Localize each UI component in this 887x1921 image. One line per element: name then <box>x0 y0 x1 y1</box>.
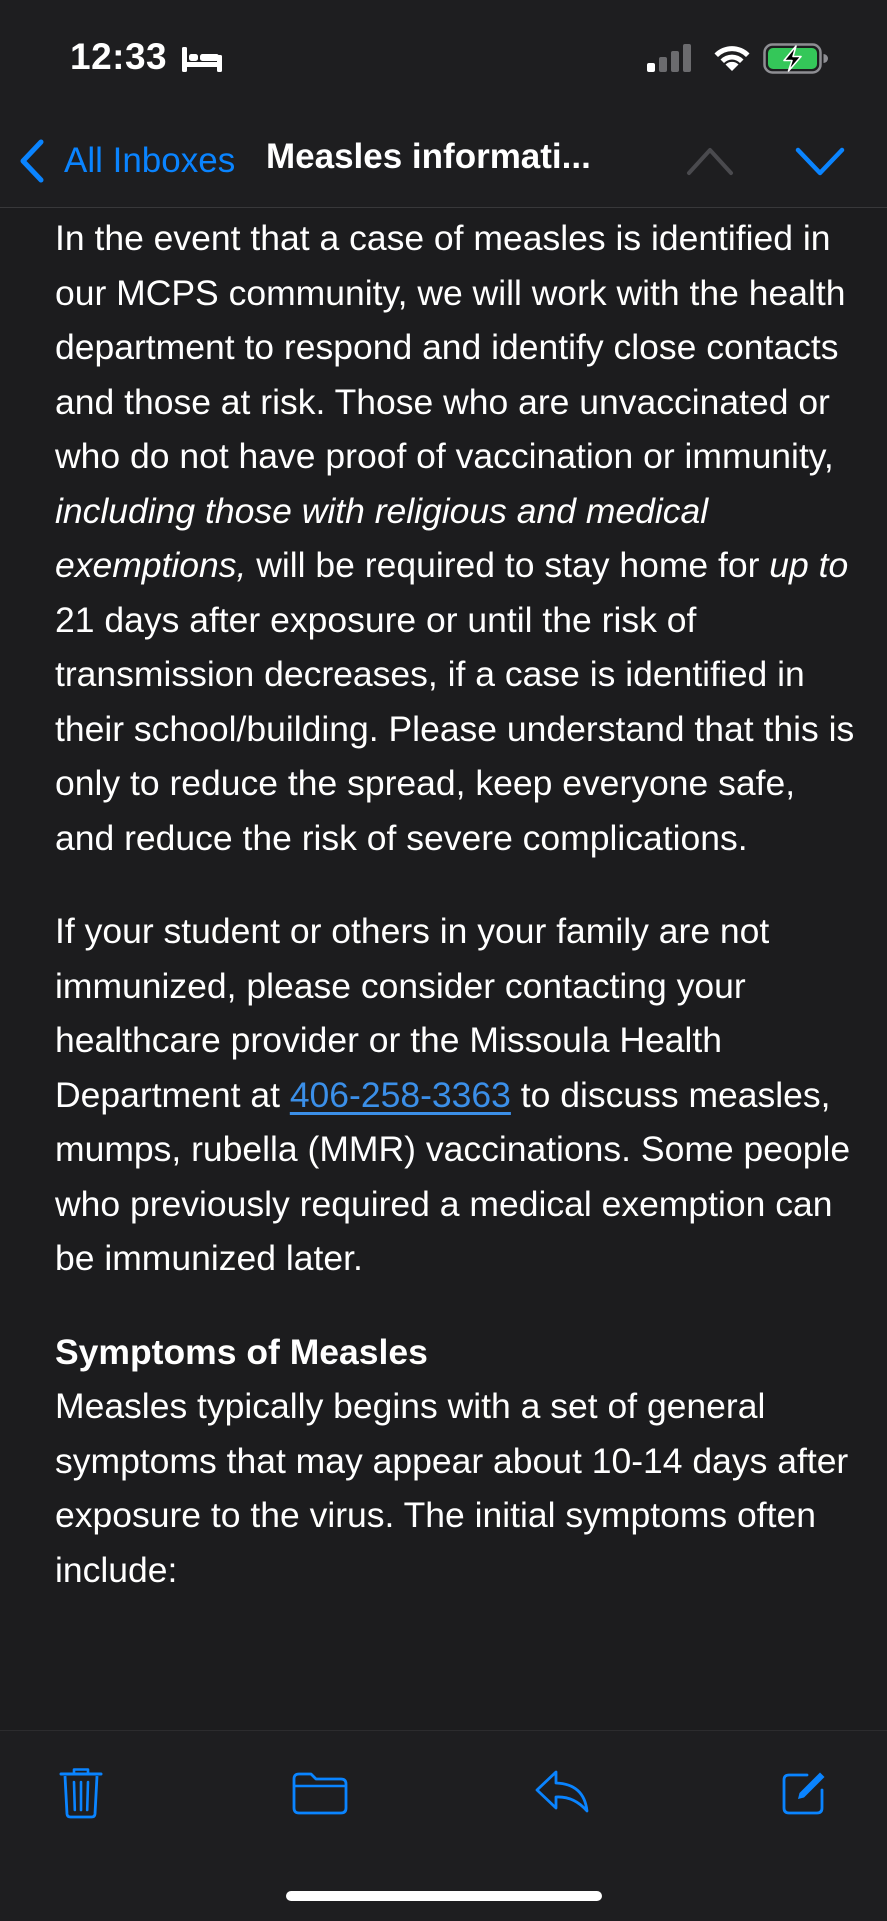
reply-icon[interactable] <box>534 1769 590 1813</box>
email-subject-title: Measles informati... <box>266 137 591 176</box>
section-heading: Symptoms of Measles <box>55 1331 428 1372</box>
chevron-down-icon[interactable] <box>794 141 846 181</box>
wifi-icon <box>712 42 752 72</box>
folder-icon[interactable] <box>292 1771 348 1815</box>
chevron-up-icon[interactable] <box>686 141 734 181</box>
body-text: If your student or others in your family are not immunized, please consider contacting your healthcare provider or the Missoula Health Department at <box>55 911 770 1115</box>
back-to-all-inboxes-button[interactable] <box>18 135 235 187</box>
cellular-signal-icon <box>647 44 693 72</box>
bed-icon <box>181 45 223 73</box>
chevron-left-icon <box>18 139 46 183</box>
body-text: In the event that a case of measles is identified in our MCPS community, we will work with the health department to respond and identify close contacts and those at risk. Those who are unvaccinated or who do not have proof of vaccination or immunity, <box>55 218 846 476</box>
body-text-italic: up to <box>769 545 849 585</box>
trash-icon[interactable] <box>59 1767 103 1819</box>
status-bar <box>0 0 887 115</box>
status-time: 12:33 <box>70 36 168 77</box>
email-body[interactable] <box>55 208 855 1730</box>
email-paragraph <box>55 211 855 865</box>
compose-icon[interactable] <box>780 1769 828 1817</box>
email-paragraph <box>55 904 855 1286</box>
home-indicator[interactable] <box>286 1891 602 1901</box>
body-text-italic: including those with religious and medical exemptions, <box>55 490 709 585</box>
body-text: 21 days after exposure or until the risk of transmission decreases, if a case is identified in their school/building. Please understand that this is only to reduce the spread, keep everyone safe, and reduce the risk of severe complications. <box>55 599 855 858</box>
body-text: will be required to stay home for <box>246 545 770 585</box>
bottom-toolbar <box>0 1730 887 1921</box>
battery-charging-icon <box>763 43 829 74</box>
back-button-label: All Inboxes <box>64 141 236 180</box>
body-text: to discuss measles, mumps, rubella (MMR) vaccinations. Some people who previously required a medical exemption can be immunized later. <box>55 1074 851 1278</box>
phone-number-link[interactable]: 406-258-3363 <box>289 1074 511 1115</box>
navigation-bar <box>0 115 887 208</box>
email-paragraph: Measles typically begins with a set of general symptoms that may appear about 10-14 days after exposure to the virus. The initial symptoms often include: <box>55 1386 849 1590</box>
